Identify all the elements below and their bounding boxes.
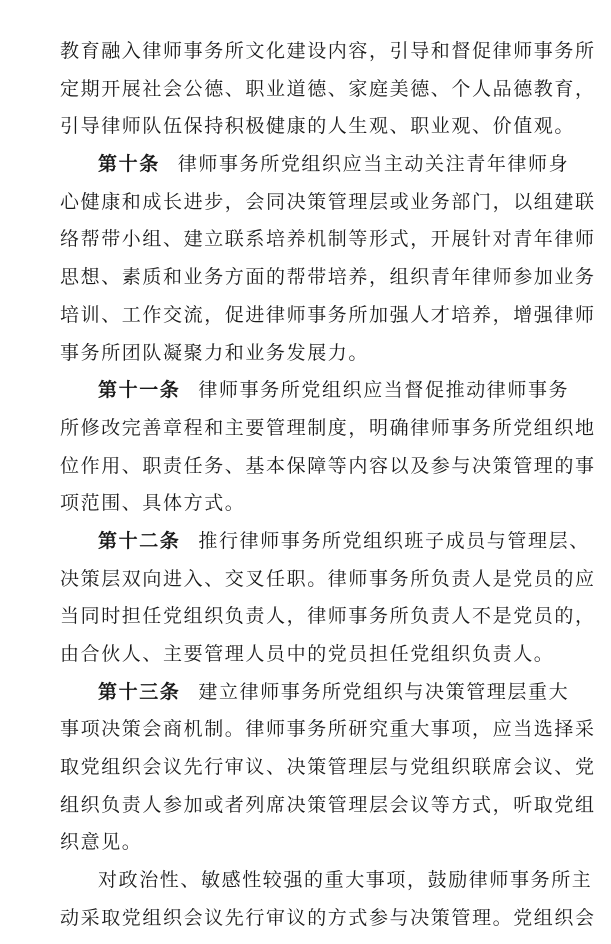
text-line: 所修改完善章程和主要管理制度，明确律师事务所党组织地 <box>60 416 596 439</box>
article-heading: 第十一条 <box>98 379 181 402</box>
text-line: 项范围、具体方式。 <box>60 492 246 515</box>
article-12-first-line <box>60 529 590 567</box>
text-line: 推行律师事务所党组织班子成员与管理层、 <box>198 529 590 552</box>
text-line: 位作用、职责任务、基本保障等内容以及参与决策管理的事 <box>60 454 596 477</box>
text-line: 定期开展社会公德、职业道德、家庭美德、个人品德教育， <box>60 77 596 100</box>
article-10-first-line <box>60 152 587 190</box>
text-line: 律师事务所党组织应当主动关注青年律师身 <box>177 153 570 176</box>
text-line: 决策层双向进入、交叉任职。律师事务所负责人是党员的应 <box>60 567 596 590</box>
article-heading: 第十三条 <box>98 680 181 703</box>
text-line: 组织负责人参加或者列席决策管理层会议等方式，听取党组 <box>60 793 596 816</box>
text-line: 律师事务所党组织应当督促推动律师事务 <box>198 379 570 402</box>
text-line: 思想、素质和业务方面的帮带培养，组织青年律师参加业务 <box>60 266 596 289</box>
text-line: 动采取党组织会议先行审议的方式参与决策管理。党组织会 <box>60 906 596 929</box>
text-line: 建立律师事务所党组织与决策管理层重大 <box>198 680 570 703</box>
text-line: 培训、工作交流，促进律师事务所加强人才培养，增强律师 <box>60 303 596 326</box>
article-11-first-line <box>60 378 587 416</box>
text-line: 取党组织会议先行审议、决策管理层与党组织联席会议、党 <box>60 756 596 779</box>
text-line: 由合伙人、主要管理人员中的党员担任党组织负责人。 <box>60 643 555 665</box>
text-line: 当同时担任党组织负责人，律师事务所负责人不是党员的， <box>60 605 596 628</box>
text-line: 心健康和成长进步，会同决策管理层或业务部门，以组建联 <box>60 190 596 213</box>
text-line: 织意见。 <box>60 831 143 854</box>
text-line: 教育融入律师事务所文化建设内容，引导和督促律师事务所 <box>60 40 596 62</box>
article-13-first-line <box>60 680 587 718</box>
text-line: 络帮带小组、建立联系培养机制等形式，开展针对青年律师 <box>60 228 596 251</box>
text-line: 引导律师队伍保持积极健康的人生观、职业观、价值观。 <box>60 115 576 138</box>
text-line: 事务所团队凝聚力和业务发展力。 <box>60 341 370 364</box>
text-line: 对政治性、敏感性较强的重大事项，鼓励律师事务所主 <box>98 869 593 892</box>
article-heading: 第十二条 <box>98 529 181 552</box>
text-line: 事项决策会商机制。律师事务所研究重大事项，应当选择采 <box>60 718 596 741</box>
article-heading: 第十条 <box>98 153 160 176</box>
